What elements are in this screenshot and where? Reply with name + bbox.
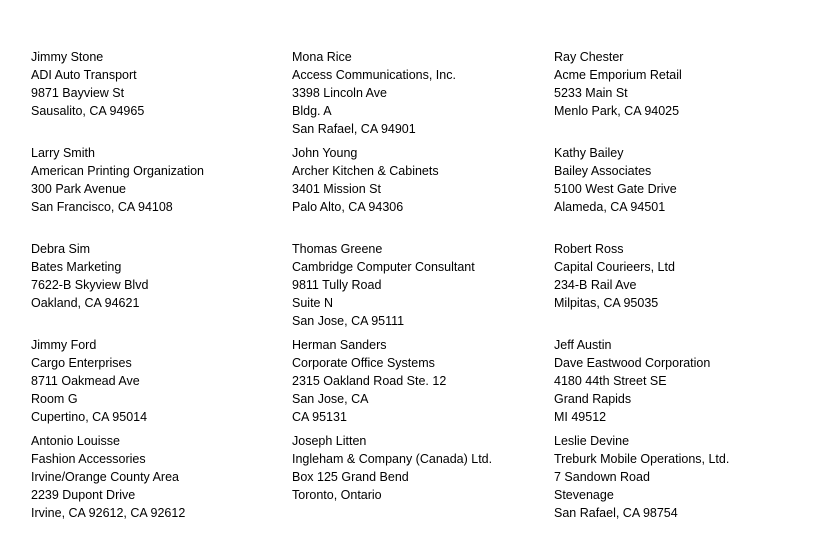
address-label: [554, 336, 809, 426]
company-name: Corporate Office Systems: [292, 356, 435, 370]
address-label: [292, 336, 547, 426]
company-name: Access Communications, Inc.: [292, 68, 456, 82]
label-row: [31, 240, 815, 336]
area-line: Irvine/Orange County Area: [31, 470, 179, 484]
street-address: 5100 West Gate Drive: [554, 182, 677, 196]
city-state-zip: San Jose, CA 95111: [292, 314, 405, 328]
address-label: [292, 432, 547, 504]
city-state-zip: Irvine, CA 92612, CA 92612: [31, 506, 186, 520]
city-state-zip: Palo Alto, CA 94306: [292, 200, 404, 214]
address-label: [31, 336, 286, 426]
company-name: American Printing Organization: [31, 164, 204, 178]
address-line-2: Bldg. A: [292, 104, 332, 118]
company-name: Archer Kitchen & Cabinets: [292, 164, 439, 178]
company-name: Cambridge Computer Consultant: [292, 260, 475, 274]
address-label: [554, 144, 809, 216]
contact-name: Debra Sim: [31, 242, 91, 256]
company-name: Bates Marketing: [31, 260, 122, 274]
contact-name: Herman Sanders: [292, 338, 387, 352]
company-name: Capital Courieers, Ltd: [554, 260, 675, 274]
contact-name: Jimmy Stone: [31, 50, 104, 64]
contact-name: Kathy Bailey: [554, 146, 624, 160]
company-name: Ingleham & Company (Canada) Ltd.: [292, 452, 493, 466]
city-state: San Jose, CA: [292, 392, 369, 406]
address-label: [31, 144, 286, 216]
city-state-zip: Oakland, CA 94621: [31, 296, 140, 310]
street-address: 234-B Rail Ave: [554, 278, 637, 292]
label-row: [31, 48, 815, 144]
city-province: Toronto, Ontario: [292, 488, 382, 502]
contact-name: Thomas Greene: [292, 242, 383, 256]
address-label: [554, 48, 809, 120]
label-row: [31, 432, 815, 528]
contact-name: Jeff Austin: [554, 338, 612, 352]
city-state-zip: Menlo Park, CA 94025: [554, 104, 680, 118]
street-address: 8711 Oakmead Ave: [31, 374, 140, 388]
company-name: Dave Eastwood Corporation: [554, 356, 711, 370]
address-label: [554, 432, 809, 522]
address-line-2: Suite N: [292, 296, 333, 310]
company-name: Cargo Enterprises: [31, 356, 132, 370]
street-address: 300 Park Avenue: [31, 182, 126, 196]
street-address: 9871 Bayview St: [31, 86, 125, 100]
street-address: 3398 Lincoln Ave: [292, 86, 387, 100]
street-address: 2315 Oakland Road Ste. 12: [292, 374, 447, 388]
city-state-zip: Milpitas, CA 95035: [554, 296, 659, 310]
contact-name: Mona Rice: [292, 50, 352, 64]
contact-name: John Young: [292, 146, 358, 160]
city-state-zip: San Rafael, CA 98754: [554, 506, 678, 520]
contact-name: Joseph Litten: [292, 434, 367, 448]
town: Stevenage: [554, 488, 614, 502]
address-label: [31, 48, 286, 120]
contact-name: Robert Ross: [554, 242, 624, 256]
contact-name: Antonio Louisse: [31, 434, 120, 448]
contact-name: Ray Chester: [554, 50, 624, 64]
street-address: 4180 44th Street SE: [554, 374, 667, 388]
address-label: [292, 240, 547, 330]
street-address: Box 125 Grand Bend: [292, 470, 409, 484]
company-name: Acme Emporium Retail: [554, 68, 682, 82]
state-zip: MI 49512: [554, 410, 607, 424]
street-address: 7 Sandown Road: [554, 470, 650, 484]
street-address: 7622-B Skyview Blvd: [31, 278, 149, 292]
address-label: [292, 48, 547, 138]
city-state-zip: Alameda, CA 94501: [554, 200, 666, 214]
contact-name: Jimmy Ford: [31, 338, 97, 352]
city-state-zip: San Rafael, CA 94901: [292, 122, 416, 136]
address-line-2: Room G: [31, 392, 78, 406]
city: Grand Rapids: [554, 392, 632, 406]
company-name: Bailey Associates: [554, 164, 652, 178]
street-address: 9811 Tully Road: [292, 278, 382, 292]
address-label: [31, 432, 286, 522]
city-state-zip: Cupertino, CA 95014: [31, 410, 148, 424]
address-label: [554, 240, 809, 312]
city-state-zip: Sausalito, CA 94965: [31, 104, 145, 118]
state-zip: CA 95131: [292, 410, 347, 424]
contact-name: Leslie Devine: [554, 434, 630, 448]
company-name: ADI Auto Transport: [31, 68, 137, 82]
city-state-zip: San Francisco, CA 94108: [31, 200, 173, 214]
street-address: 3401 Mission St: [292, 182, 381, 196]
street-address: 2239 Dupont Drive: [31, 488, 136, 502]
contact-name: Larry Smith: [31, 146, 95, 160]
company-name: Fashion Accessories: [31, 452, 146, 466]
label-row: [31, 336, 815, 432]
address-label: [292, 144, 547, 216]
address-label: [31, 240, 286, 312]
label-row: [31, 144, 815, 240]
street-address: 5233 Main St: [554, 86, 628, 100]
company-name: Treburk Mobile Operations, Ltd.: [554, 452, 730, 466]
